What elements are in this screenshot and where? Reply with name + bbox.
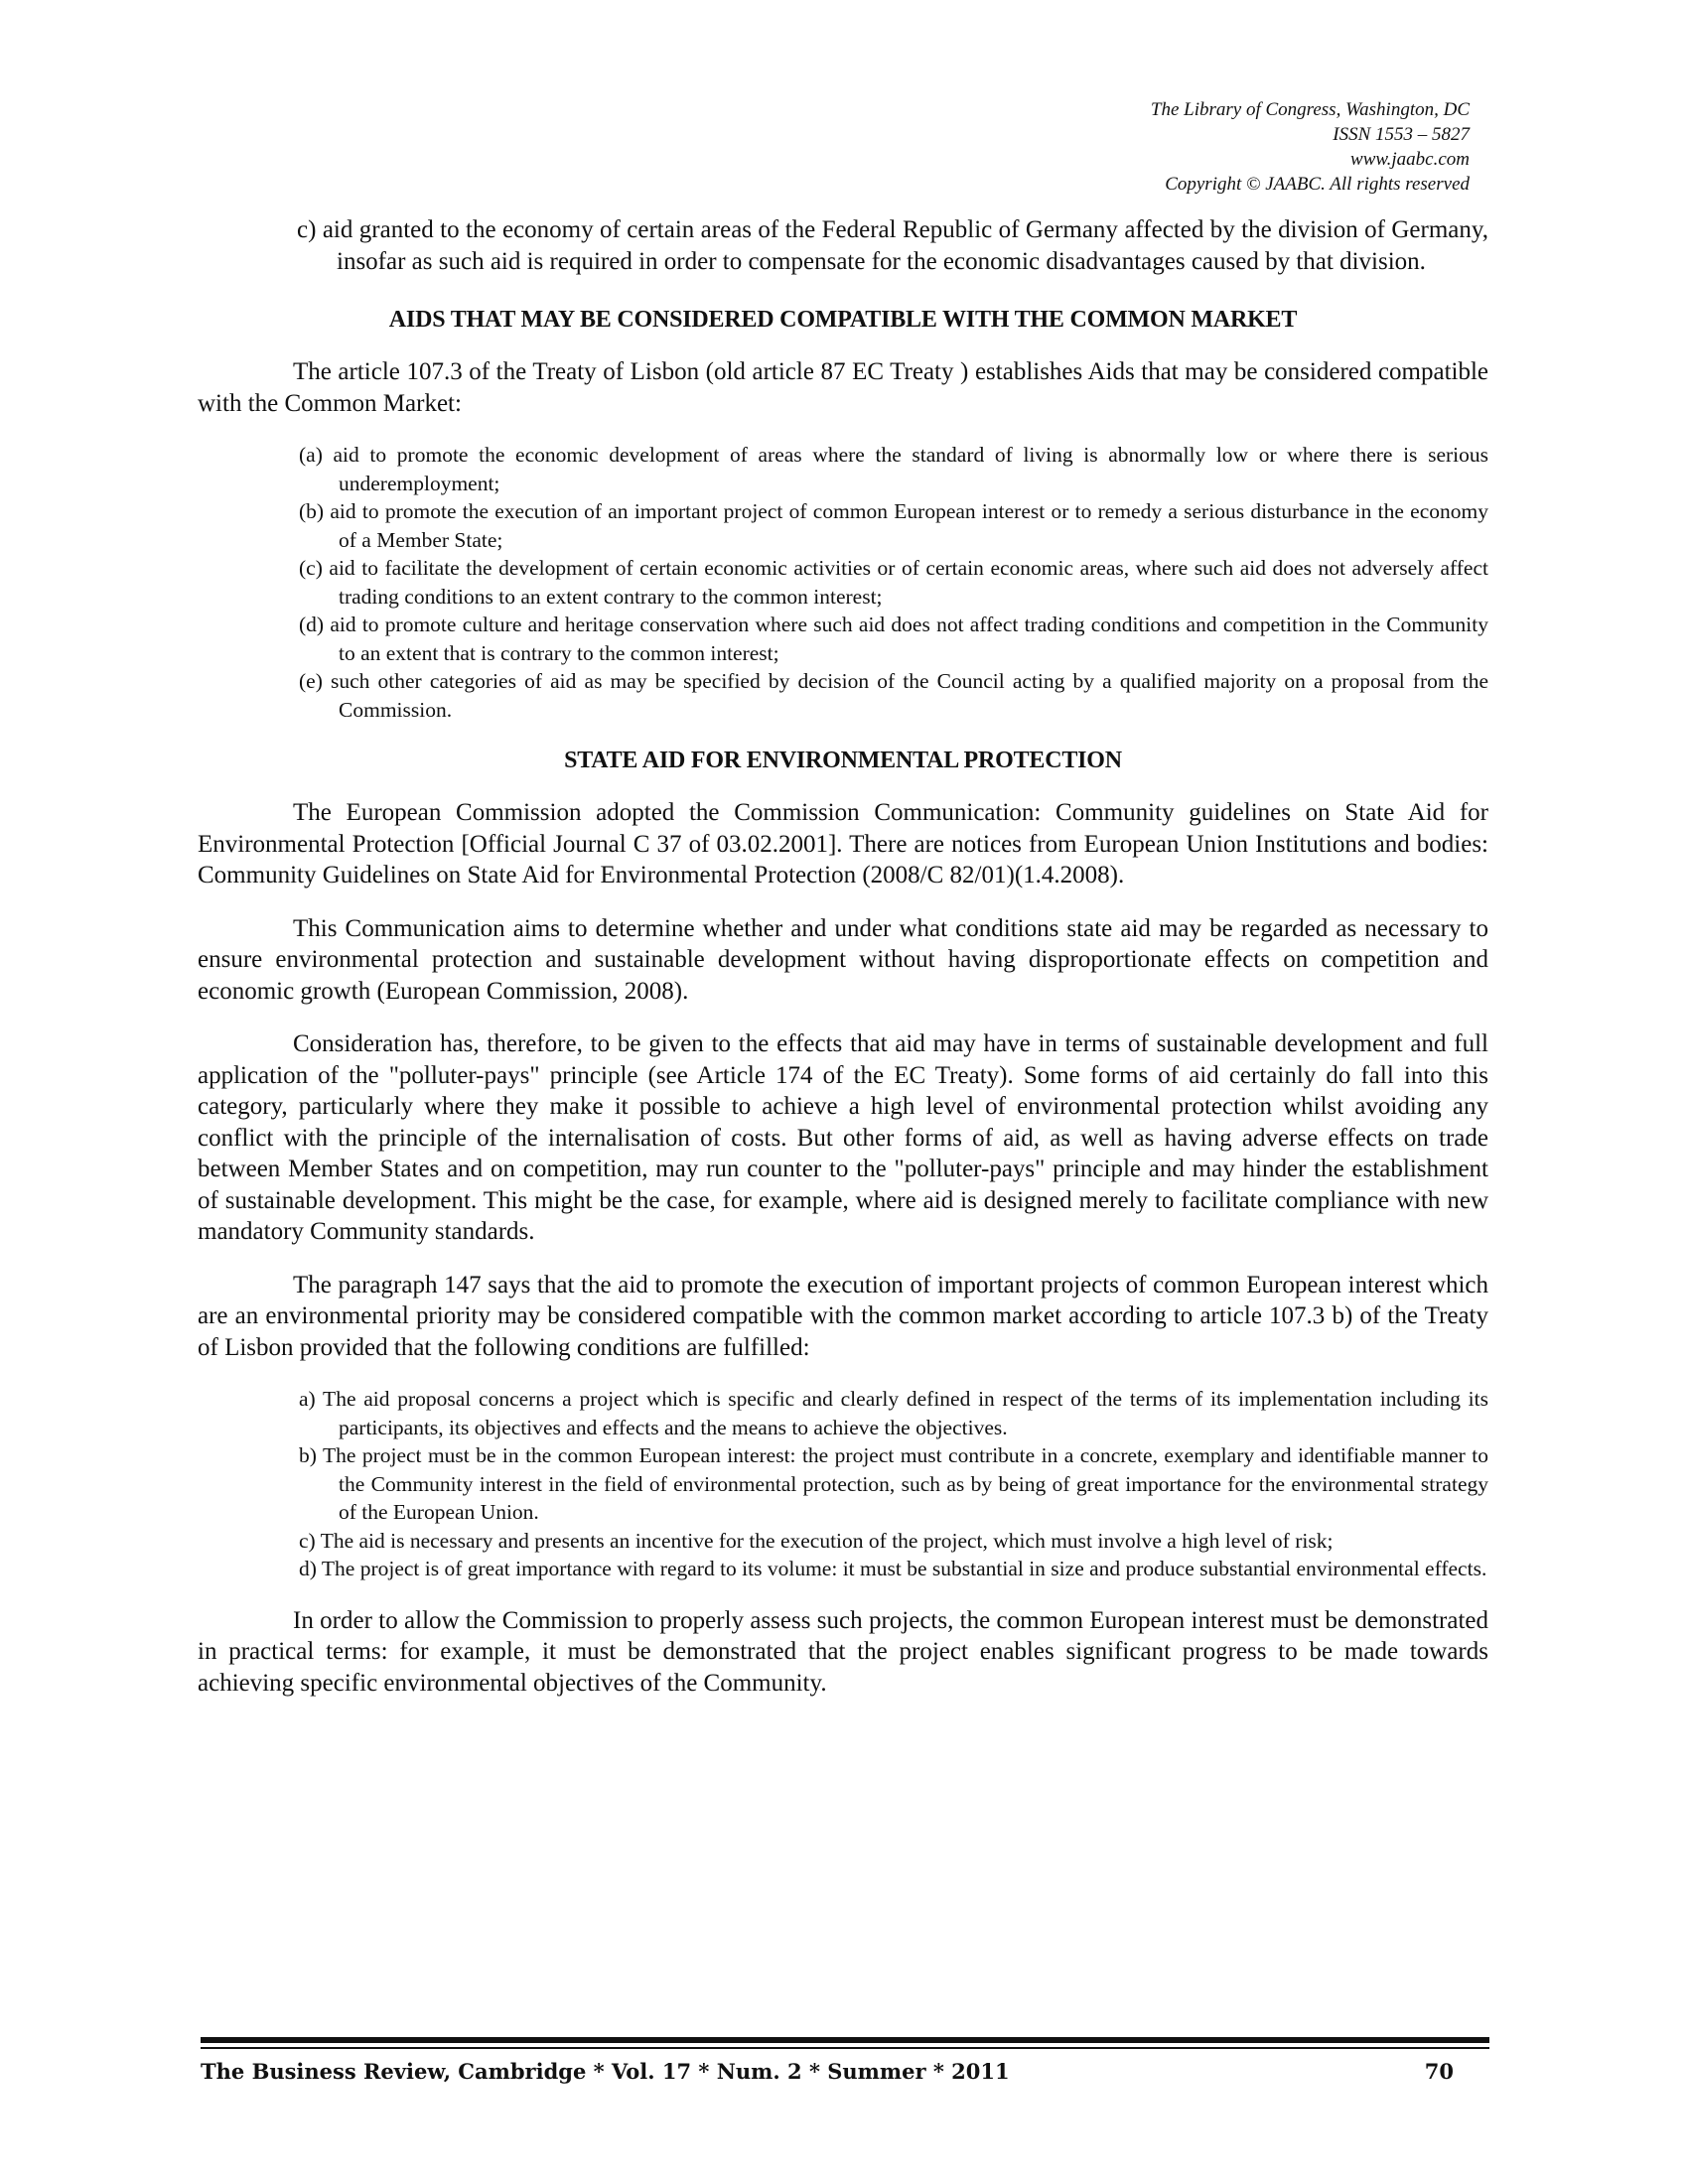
list-item: c) The aid is necessary and presents an incentive for the execution of the project, which must involve a high level of risk; [299,1528,1334,1553]
list-item: (d) aid to promote culture and heritage conservation where such aid does not affect trading conditions and competition in the Community to an extent that is contrary to the common interest; [299,613,1488,665]
running-header [1151,97,1470,197]
page-number: 70 [1424,2059,1454,2084]
paragraph: In order to allow the Commission to properly assess such projects, the common European interest must be demonstrated in practical terms: for example, it must be demonstrated that the project enables significant progress to be made towards achieving specific environmental objectives of the Community. [198,1606,1488,1697]
header-website: www.jaabc.com [1350,149,1470,170]
header-copyright: Copyright © JAABC. All rights reserved [1165,174,1470,195]
paragraph: The article 107.3 of the Treaty of Lisbon (old article 87 EC Treaty ) establishes Aids that may be considered compatible with the Common Market: [198,358,1488,417]
compatible-aids-list [198,441,1488,724]
footer-rule [201,2047,1489,2049]
footer-rule [201,2037,1489,2043]
list-item: (e) such other categories of aid as may be specified by decision of the Council acting by a qualified majority on a proposal from the Commission. [299,669,1488,722]
list-item: b) The project must be in the common European interest: the project must contribute in a concrete, exemplary and identifiable manner to the Community interest in the field of environmental protection, such as by being of great importance for the environmental strategy of the European Union. [299,1443,1488,1524]
header-library: The Library of Congress, Washington, DC [1150,99,1470,120]
article-body [198,214,1488,1699]
section-heading-environmental-protection: STATE AID FOR ENVIRONMENTAL PROTECTION [564,748,1122,773]
list-item: (a) aid to promote the economic development of areas where the standard of living is abnormally low or where there is serious underemployment; [299,443,1488,495]
header-issn: ISSN 1553 – 5827 [1333,124,1470,145]
list-item: (c) aid to facilitate the development of certain economic activities or of certain economic areas, where such aid does not adversely affect trading conditions to an extent contrary to the common interest; [299,556,1488,609]
conditions-list [198,1385,1488,1583]
footer-journal-citation: The Business Review, Cambridge * Vol. 17 * Num. 2 * Summer * 2011 [201,2059,1010,2084]
list-item: d) The project is of great importance with regard to its volume: it must be substantial in size and produce substantial environmental effects. [299,1557,1487,1580]
paragraph: The paragraph 147 says that the aid to promote the execution of important projects of common European interest which are an environmental priority may be considered compatible with the common market according to article 107.3 b) of the Treaty of Lisbon provided that the following conditions are fulfilled: [198,1271,1488,1361]
paragraph: Consideration has, therefore, to be given to the effects that aid may have in terms of sustainable development and full application of the "polluter-pays" principle (see Article 174 of the EC Treaty). Some forms of aid certainly do fall into this category, particularly where they make it possible to achieve a high level of environmental protection whilst avoiding any conflict with the principle of the internalisation of costs. But other forms of aid, as well as having adverse effects on trade between Member States and on competition, may run counter to the "polluter-pays" principle and may hinder the establishment of sustainable development. This might be the case, for example, where aid is designed merely to facilitate compliance with new mandatory Community standards. [198,1030,1488,1245]
list-item: (b) aid to promote the execution of an important project of common European interest or to remedy a serious disturbance in the economy of a Member State; [299,499,1488,552]
paragraph: This Communication aims to determine whether and under what conditions state aid may be regarded as necessary to ensure environmental protection and sustainable development without having disproportionate effects on competition and economic growth (European Commission, 2008). [198,914,1488,1005]
list-item: a) The aid proposal concerns a project which is specific and clearly defined in respect of the terms of its implementation including its participants, its objectives and effects and the means to achieve the objectives. [299,1387,1488,1439]
paragraph: The European Commission adopted the Commission Communication: Community guidelines on State Aid for Environmental Protection [Official Journal C 37 of 03.02.2001]. There are notices from European Union Institutions and bodies: Community Guidelines on State Aid for Environmental Protection (2008/C 82/01)(1.4.2008). [198,799,1488,888]
section-heading-compatible-aids: AIDS THAT MAY BE CONSIDERED COMPATIBLE WITH THE COMMON MARKET [388,307,1298,333]
intro-list-item: c) aid granted to the economy of certain areas of the Federal Republic of Germany affected by the division of Germany, insofar as such aid is required in order to compensate for the economic disadvantages caused by that division. [297,216,1488,275]
